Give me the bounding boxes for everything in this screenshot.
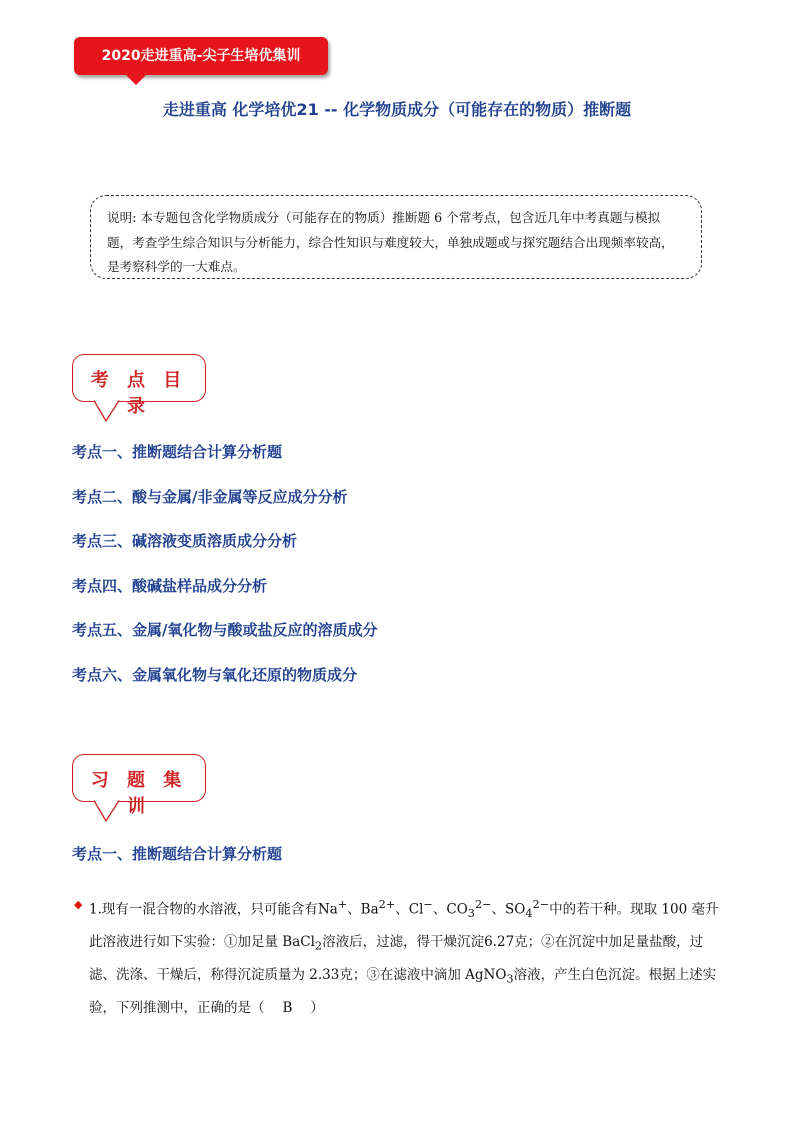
toc-heading: 考 点 目 录: [90, 370, 188, 417]
toc-item[interactable]: 考点三、碱溶液变质溶质成分分析: [72, 532, 298, 550]
ion-charge: −: [423, 898, 433, 911]
description-box: [90, 195, 702, 279]
ion-subscript: 4: [525, 907, 533, 921]
practice-heading-bubble: [72, 754, 206, 817]
toc-item[interactable]: 考点六、金属氧化物与氧化还原的物质成分: [72, 665, 358, 684]
toc-item[interactable]: 考点一、推断题结合计算分析题: [72, 443, 283, 461]
question-text: ）: [310, 999, 324, 1016]
question-text: 中的若干种。现取 100 毫升此溶液进行如下实验：①加足量 BaCl: [89, 901, 719, 951]
banner-tail: [126, 75, 146, 85]
ion-charge: 2−: [532, 898, 550, 911]
ion-charge: 2−: [474, 898, 492, 911]
ion-charge: 2+: [378, 898, 396, 911]
practice-heading: 习 题 集 训: [90, 770, 188, 817]
question-text: 、CO: [432, 901, 468, 918]
question-text: 1.现有一混合物的水溶液，只可能含有Na: [89, 901, 338, 918]
question-text: 溶液，产生白色沉淀。根据上述实验，下列推测中，正确的是（: [89, 966, 717, 1016]
ion-subscript: 3: [467, 907, 475, 921]
section-heading: 考点一、推断题结合计算分析题: [72, 845, 283, 863]
header-banner: [74, 37, 328, 75]
toc-list: [72, 441, 377, 708]
ion-charge: +: [337, 898, 348, 911]
formula-subscript: 2: [314, 939, 323, 953]
question-1: [89, 890, 725, 1023]
toc-item[interactable]: 考点五、金属/氧化物与酸或盐反应的溶质成分: [72, 621, 378, 639]
description-text: 说明: 本专题包含化学物质成分（可能存在的物质）推断题 6 个常考点，包含近几年中考真题与模拟题，考查学生综合知识与分析能力，综合性知识与难度较大，单独成题或与探究题结合出现频率较高，是考察科学的一大难点。: [107, 210, 674, 274]
question-text: 、Ba: [347, 901, 379, 918]
question-text: 、Cl: [395, 901, 424, 918]
question-text: 溶液后，过滤，得干燥沉淀6.27克；②在沉淀中加足量盐酸，过滤、洗涤、干燥后，称得沉淀质量为 2.33克；③在滤液中滴加 AgNO: [89, 934, 704, 983]
speech-tail-icon: [93, 800, 121, 822]
toc-item[interactable]: 考点二、酸与金属/非金属等反应成分分析: [72, 487, 348, 506]
diamond-bullet-icon: ◆: [74, 898, 83, 911]
formula-subscript: 3: [506, 972, 514, 986]
speech-tail-icon: [93, 400, 121, 422]
answer-choice: B: [282, 999, 293, 1016]
page-title: 走进重高 化学培优21 -- 化学物质成分（可能存在的物质）推断题: [162, 100, 632, 119]
question-text: 、SO: [491, 901, 526, 918]
toc-heading-bubble: [72, 354, 206, 417]
toc-item[interactable]: 考点四、酸碱盐样品成分分析: [72, 576, 268, 595]
banner-text: 2020走进重高-尖子生培优集训: [101, 48, 301, 64]
